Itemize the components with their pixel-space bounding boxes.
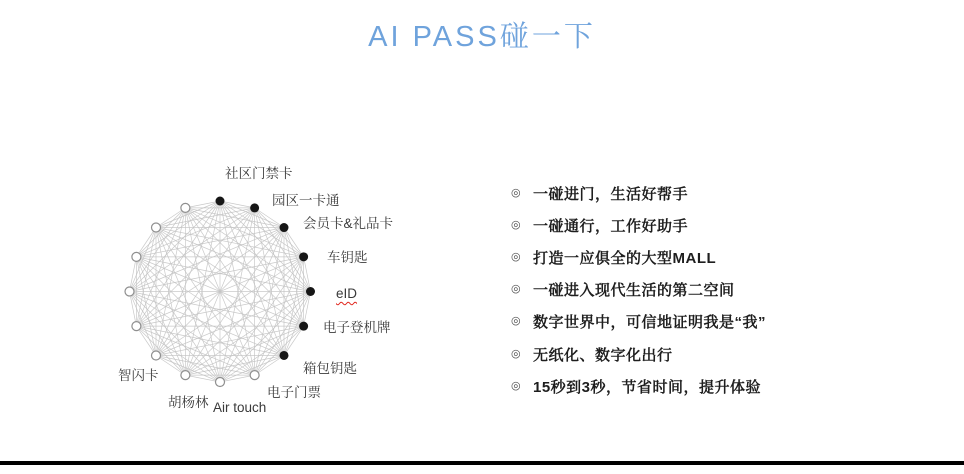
feature-item — [511, 177, 766, 209]
feature-text: 一碰进入现代生活的第二空间 — [533, 282, 735, 300]
graph-node-7 — [250, 371, 259, 380]
feature-text: 数字世界中，可信地证明我是“我” — [533, 314, 767, 332]
node-label-9: 胡杨林 — [168, 395, 209, 410]
graph-node-15 — [181, 203, 190, 212]
bullet-icon: ◎ — [511, 315, 521, 328]
feature-text: 一碰进门，生活好帮手 — [533, 185, 689, 203]
feature-text: 一碰通行，工作好助手 — [533, 217, 689, 235]
feature-item — [511, 209, 766, 241]
graph-node-13 — [132, 252, 141, 261]
node-label-1: 园区一卡通 — [272, 193, 340, 208]
node-label-5: 电子登机牌 — [323, 320, 391, 335]
graph-node-2 — [279, 223, 288, 232]
bullet-icon: ◎ — [511, 379, 521, 392]
graph-node-9 — [181, 371, 190, 380]
page-title: AI PASS碰一下 — [368, 21, 596, 53]
feature-item — [511, 338, 766, 370]
bullet-icon: ◎ — [511, 218, 521, 231]
node-label-6: 箱包钥匙 — [303, 361, 357, 376]
bullet-icon: ◎ — [511, 283, 521, 296]
graph-node-10 — [152, 351, 161, 360]
feature-item — [511, 274, 766, 306]
graph-node-3 — [299, 252, 308, 261]
node-label-8: Air touch — [213, 400, 267, 415]
node-label-2: 会员卡&礼品卡 — [303, 216, 394, 231]
graph-node-0 — [216, 197, 225, 206]
node-label-10: 智闪卡 — [118, 368, 159, 383]
node-label-7: 电子门票 — [267, 385, 321, 400]
feature-item — [511, 306, 766, 338]
graph-node-6 — [279, 351, 288, 360]
node-label-0: 社区门禁卡 — [225, 166, 293, 181]
bullet-icon: ◎ — [511, 347, 521, 360]
bullet-icon: ◎ — [511, 186, 521, 199]
graph-node-4 — [306, 287, 315, 296]
feature-text: 打造一应俱全的大型MALL — [533, 249, 717, 267]
feature-item — [511, 370, 766, 402]
graph-node-1 — [250, 203, 259, 212]
feature-list — [511, 177, 766, 402]
feature-item — [511, 241, 766, 273]
bullet-icon: ◎ — [511, 250, 521, 263]
node-label-3: 车钥匙 — [327, 250, 368, 265]
feature-text: 无纸化、数字化出行 — [533, 346, 673, 364]
graph-node-11 — [132, 322, 141, 331]
node-label-4: eID — [336, 286, 358, 301]
graph-node-8 — [216, 378, 225, 387]
bottom-divider-bar — [0, 461, 964, 465]
feature-text: 15秒到3秒，节省时间，提升体验 — [533, 378, 762, 396]
graph-node-12 — [125, 287, 134, 296]
graph-node-14 — [152, 223, 161, 232]
graph-node-5 — [299, 322, 308, 331]
